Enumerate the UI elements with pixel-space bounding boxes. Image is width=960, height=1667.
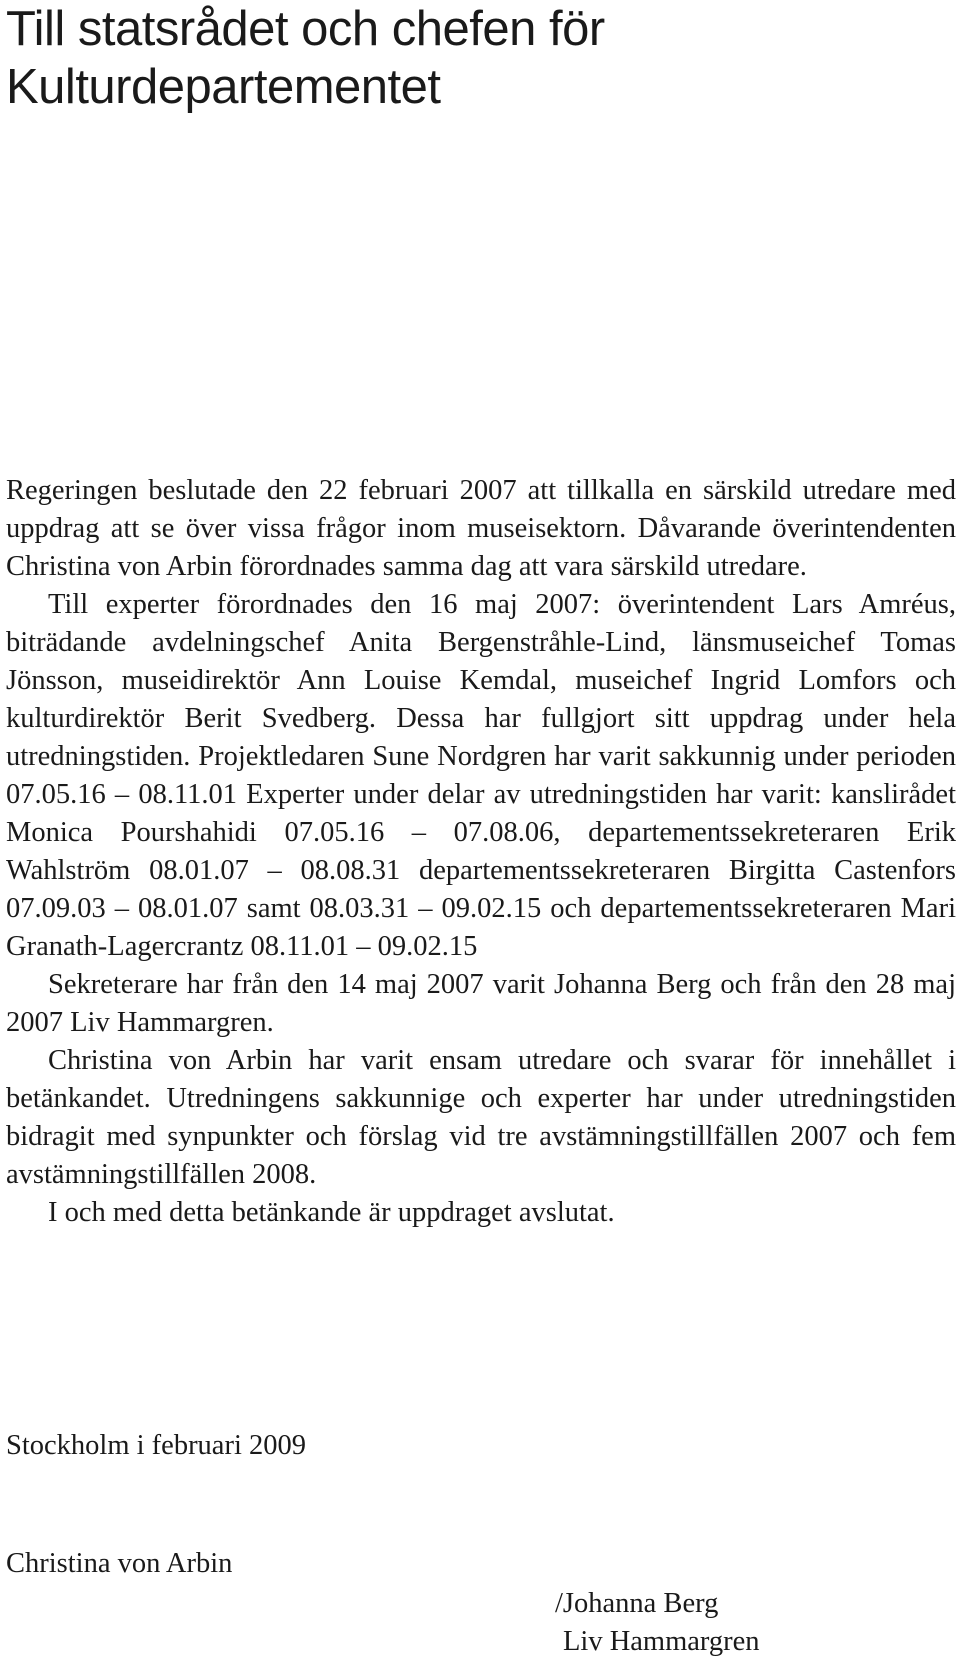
letter-body: [6, 472, 956, 1232]
secretary-2: Liv Hammargren: [563, 1626, 760, 1657]
paragraph-secretaries: Sekreterare har från den 14 maj 2007 varit Johanna Berg och från den 28 maj 2007 Liv Hammargren.: [6, 969, 956, 1038]
paragraph-assignment: Regeringen beslutade den 22 februari 2007 att tillkalla en särskild utredare med uppdrag att se över vissa frågor inom museisektorn. Dåvarande överintendenten Christina von Arbin förordnades samma dag att vara särskild utredare.: [6, 475, 956, 582]
paragraph-experts: Till experter förordnades den 16 maj 2007: överintendent Lars Amréus, biträdande avdelningschef Anita Bergenstråhle-Lind, länsmuseichef Tomas Jönsson, museidirektör Ann Louise Kemdal, museichef Ingrid Lomfors och kulturdirektör Berit Svedberg. Dessa har fullgjort sitt uppdrag under hela utredningstiden. Projektledaren Sune Nordgren har varit sakkunnig under perioden 07.05.16 – 08.11.01 Experter under delar av utredningstiden har varit: kanslirådet Monica Pourshahidi 07.05.16 – 07.08.06, departementssekreteraren Erik Wahlström 08.01.07 – 08.08.31 departementssekreteraren Birgitta Castenfors 07.09.03 – 08.01.07 samt 08.03.31 – 09.02.15 och departementssekreteraren Mari Granath-Lagercrantz 08.11.01 – 09.02.15: [6, 589, 956, 962]
paragraph-conclusion: I och med detta betänkande är uppdraget avslutat.: [48, 1197, 615, 1228]
place-and-date: Stockholm i februari 2009: [6, 1430, 306, 1461]
paragraph-responsibility: Christina von Arbin har varit ensam utredare och svarar för innehållet i betänkandet. Utredningens sakkunnige och experter har under utredningstiden bidragit med synpunkter och förslag vid tre avstämningstillfällen 2007 och fem avstämningstillfällen 2008.: [6, 1045, 956, 1190]
page-title: [6, 0, 946, 116]
secretary-1: /Johanna Berg: [555, 1588, 719, 1619]
secretaries-signature: [555, 1585, 760, 1661]
title-line-1: Till statsrådet och chefen för: [6, 2, 605, 56]
title-line-2: Kulturdepartementet: [6, 60, 441, 114]
signatory-name: Christina von Arbin: [6, 1548, 233, 1579]
